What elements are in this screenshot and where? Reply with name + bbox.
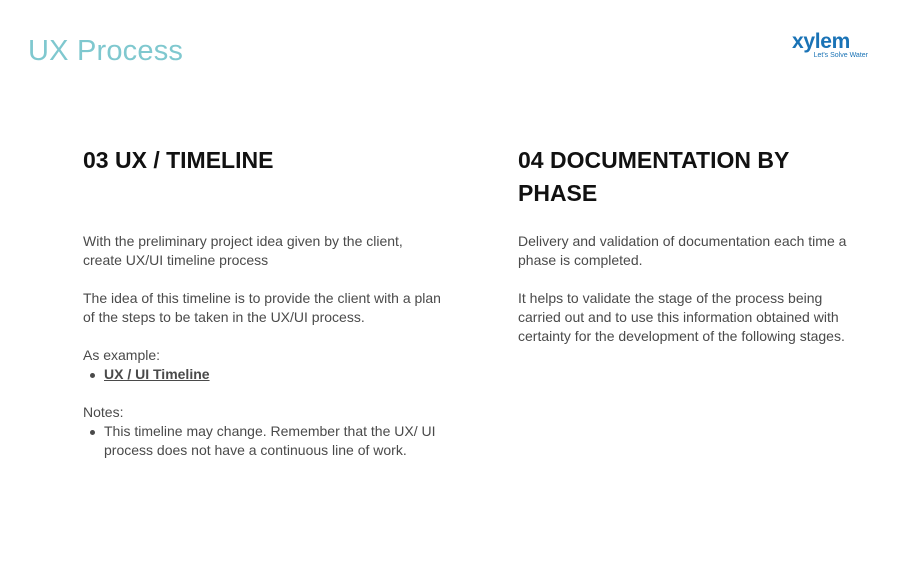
ux-ui-timeline-link[interactable]: UX / UI Timeline <box>104 366 210 382</box>
example-list <box>83 365 443 384</box>
paragraph: Delivery and validation of documentation each time a phase is completed. <box>518 233 847 268</box>
bullet-icon <box>90 430 95 435</box>
section-heading: 04 DOCUMENTATION BY PHASE <box>518 147 789 206</box>
note-text: This timeline may change. Remember that the UX/ UI process does not have a continuous line of work. <box>104 423 436 458</box>
xylem-logo <box>788 30 872 62</box>
bullet-icon <box>90 373 95 378</box>
notes-list <box>83 422 443 460</box>
logo-wordmark: xylem <box>792 30 851 53</box>
section-ux-timeline <box>83 144 443 479</box>
paragraph: The idea of this timeline is to provide the client with a plan of the steps to be taken in the UX/UI process. <box>83 290 441 325</box>
notes-label: Notes: <box>83 404 124 420</box>
paragraph: It helps to validate the stage of the process being carried out and to use this information obtained with certainty for the development of the following stages. <box>518 290 845 344</box>
list-item <box>83 422 443 460</box>
page-title: UX Process <box>28 35 184 67</box>
list-item <box>83 365 443 384</box>
paragraph: With the preliminary project idea given by the client, create UX/UI timeline process <box>83 233 403 268</box>
section-documentation-by-phase <box>518 144 868 365</box>
example-label: As example: <box>83 347 161 363</box>
section-heading: 03 UX / TIMELINE <box>83 147 274 173</box>
logo-tagline: Let's Solve Water <box>813 52 868 59</box>
